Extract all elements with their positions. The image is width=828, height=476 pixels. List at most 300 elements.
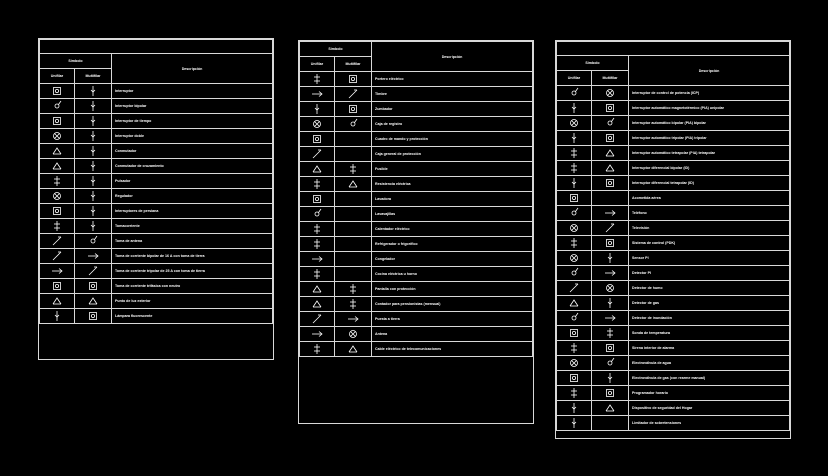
table-body [300,72,533,357]
overhead-icon [557,192,591,204]
multifilar-symbol-cell [592,206,629,221]
phone-icon [557,207,591,219]
unifilar-symbol-cell [300,327,335,342]
unifilar-symbol-cell [557,176,592,191]
multifilar-symbol-cell [75,99,112,114]
unifilar-symbol-cell [40,279,75,294]
gas-valve-multi-icon [592,372,628,384]
pia-tetra-icon [557,147,591,159]
table-row [557,131,790,146]
unifilar-symbol-cell [557,131,592,146]
shield-icon [300,283,334,295]
heater-icon [300,223,334,235]
smoke-icon [557,282,591,294]
multifilar-symbol-cell [335,342,372,357]
sensor-icon [557,252,591,264]
legend-table-1-grid [39,39,273,324]
blank-icon [335,134,371,144]
table-row [557,341,790,356]
table-row [557,251,790,266]
detector-icon [557,267,591,279]
description-cell: Detector PI [629,266,790,281]
switch-multi-icon [75,160,111,172]
junction-box-icon [300,118,334,130]
multifilar-header: Multifilar [75,69,112,84]
legend-table-2 [298,40,534,424]
multifilar-symbol-cell [592,191,629,206]
legend-table-3 [555,40,791,439]
multifilar-symbol-cell [335,252,372,267]
multifilar-symbol-cell [335,312,372,327]
multifilar-symbol-cell [335,177,372,192]
gas-line-icon [592,297,628,309]
multifilar-symbol-cell [75,279,112,294]
table-row [557,221,790,236]
multifilar-symbol-cell [335,267,372,282]
blind-switch-icon [40,205,74,217]
table-row [300,312,533,327]
table-body [557,86,790,431]
table-row [557,236,790,251]
table-title [557,42,790,56]
description-cell: Toma de corriente trifásica con neutro [112,279,273,294]
table-row [557,191,790,206]
unifilar-symbol-cell [40,174,75,189]
unifilar-symbol-cell [40,99,75,114]
ground-multi-icon [335,313,371,325]
table-row [40,99,273,114]
description-cell: Caja de registro [372,117,533,132]
blank-icon [335,239,371,249]
id-tetra-multi-icon [592,177,628,189]
limiter-icon [557,417,591,429]
description-cell: Interruptor automático bipolar (PIA) bipolar [629,116,790,131]
description-cell: Antena [372,327,533,342]
description-cell: Refrigerador o frigorífico [372,237,533,252]
multifilar-symbol-cell [592,326,629,341]
blank-icon [335,224,371,234]
outlet-three-phase-icon [40,280,74,292]
description-cell: Detector de gas [629,296,790,311]
multifilar-symbol-cell [75,219,112,234]
table-row [557,101,790,116]
description-cell: Interruptor [112,84,273,99]
table-row [40,129,273,144]
freezer-icon [300,253,334,265]
unifilar-symbol-cell [40,84,75,99]
unifilar-symbol-cell [557,161,592,176]
switch-bipolar-icon [40,100,74,112]
unifilar-symbol-cell [300,267,335,282]
pia-tripolar-multi-icon [592,132,628,144]
description-cell: Toma de corriente bipolar de 16 A con toma de tierra [112,249,273,264]
outlet-line-icon [75,280,111,292]
table-row [40,294,273,309]
intercom-icon [300,73,334,85]
multifilar-symbol-cell [335,72,372,87]
flood-line-icon [592,312,628,324]
sensor-box-icon [592,252,628,264]
symbol-header: Símbolo [557,56,629,71]
siren-line-icon [592,342,628,354]
id-bipolar-icon [557,162,591,174]
water-valve-multi-icon [592,357,628,369]
table-row [300,132,533,147]
description-cell: Lavadora [372,192,533,207]
multifilar-symbol-cell [592,221,629,236]
pia-bipolar-multi-icon [592,117,628,129]
multifilar-symbol-cell [335,147,372,162]
table-row [300,72,533,87]
multifilar-symbol-cell [75,114,112,129]
description-cell: Televisión [629,221,790,236]
symbol-header: Símbolo [40,54,112,69]
table-row [557,266,790,281]
table-row [557,356,790,371]
detector-line-icon [592,267,628,279]
table-row [557,401,790,416]
unifilar-symbol-cell [557,86,592,101]
unifilar-symbol-cell [300,87,335,102]
unifilar-symbol-cell [300,222,335,237]
switch-multi-icon [75,115,111,127]
unifilar-symbol-cell [300,162,335,177]
description-cell: Interruptor automático magnetotérmico (PIA) unipolar [629,101,790,116]
multifilar-symbol-cell [592,146,629,161]
resistor-multi-icon [335,178,371,190]
unifilar-symbol-cell [557,341,592,356]
unifilar-header: Unifilar [300,57,335,72]
unifilar-symbol-cell [300,102,335,117]
description-cell: Programador horario [629,386,790,401]
unifilar-symbol-cell [557,281,592,296]
unifilar-symbol-cell [557,116,592,131]
legend-table-3-grid [556,41,790,431]
table-row [557,206,790,221]
washer-icon [300,193,334,205]
unifilar-symbol-cell [300,312,335,327]
pia-icon [557,102,591,114]
pia-bipolar-icon [557,117,591,129]
buzzer-icon [300,103,334,115]
multifilar-symbol-cell [592,161,629,176]
table-row [40,234,273,249]
description-cell: Congelador [372,252,533,267]
table-row [557,116,790,131]
multifilar-symbol-cell [75,174,112,189]
table-row [40,204,273,219]
id-bipolar-multi-icon [592,162,628,174]
switch-multi-icon [75,100,111,112]
table-row [300,237,533,252]
unifilar-symbol-cell [300,237,335,252]
table-row [557,371,790,386]
fuse-multi-icon [335,163,371,175]
unifilar-symbol-cell [557,416,592,431]
panel-icon [300,133,334,145]
description-cell: Interruptores de persiana [112,204,273,219]
switch-multi-icon [75,145,111,157]
multifilar-symbol-cell [335,87,372,102]
dimmer-icon [40,190,74,202]
description-cell: Conmutador [112,144,273,159]
multifilar-symbol-cell [335,117,372,132]
table-title [40,40,273,54]
description-cell: Puesta a tierra [372,312,533,327]
multifilar-symbol-cell [592,101,629,116]
multifilar-symbol-cell [592,371,629,386]
fluorescent-icon [40,310,74,322]
multifilar-header: Multifilar [592,71,629,86]
timer-icon [557,387,591,399]
cable-icon [300,343,334,355]
unifilar-symbol-cell [40,264,75,279]
bell-icon [300,88,334,100]
multifilar-symbol-cell [592,296,629,311]
description-cell: Detector de humo [629,281,790,296]
description-cell: Interruptor automático tetrapolar (PIA) tetrapolar [629,146,790,161]
table-row [300,162,533,177]
unifilar-symbol-cell [40,294,75,309]
outlet-tri-multi-icon [75,265,111,277]
description-cell: Punto de luz exterior [112,294,273,309]
unifilar-symbol-cell [40,249,75,264]
unifilar-symbol-cell [40,159,75,174]
table-row [557,146,790,161]
dimmer-box-icon [75,190,111,202]
unifilar-header: Unifilar [40,69,75,84]
switch-multi-icon [75,130,111,142]
multifilar-symbol-cell [592,86,629,101]
description-cell: Toma de antena [112,234,273,249]
table-row [300,177,533,192]
multifilar-symbol-cell [75,294,112,309]
unifilar-symbol-cell [557,311,592,326]
description-cell: Sirena interior de alarma [629,341,790,356]
multifilar-symbol-cell [592,251,629,266]
description-header: Descripción [372,42,533,72]
table-row [557,176,790,191]
tv-line-icon [592,222,628,234]
multifilar-symbol-cell [592,386,629,401]
description-cell: Cocina eléctrica u horno [372,267,533,282]
description-cell: Caja general de protección [372,147,533,162]
switch-double-icon [40,130,74,142]
table-row [300,252,533,267]
description-cell: Timbre [372,87,533,102]
description-cell: Interruptor diferencial bipolar (ID) [629,161,790,176]
multifilar-symbol-cell [592,281,629,296]
multifilar-symbol-cell [75,159,112,174]
blank-icon [335,194,371,204]
multifilar-symbol-cell [335,222,372,237]
buzzer-multi-icon [335,103,371,115]
description-cell: Sistema de control (PDK) [629,236,790,251]
unifilar-symbol-cell [300,147,335,162]
multifilar-symbol-cell [335,207,372,222]
cross-switch-icon [40,160,74,172]
unifilar-symbol-cell [557,236,592,251]
blank-icon [335,269,371,279]
push-button-icon [40,175,74,187]
gas-valve-icon [557,372,591,384]
description-cell: Pantalla con protección [372,282,533,297]
multifilar-symbol-cell [335,102,372,117]
description-cell: Regulador [112,189,273,204]
unifilar-symbol-cell [557,221,592,236]
control-icon [557,237,591,249]
description-cell: Electroválvula de gas (con rearme manual) [629,371,790,386]
unifilar-symbol-cell [40,114,75,129]
legend-table-2-grid [299,41,533,357]
table-row [300,297,533,312]
description-cell: Sensor PI [629,251,790,266]
meter-multi-icon [335,298,371,310]
blank-icon [335,209,371,219]
unifilar-symbol-cell [557,386,592,401]
description-cell: Interruptor automático tripolar (PIA) tripolar [629,131,790,146]
switch-multi-icon [75,85,111,97]
pia-tetra-multi-icon [592,147,628,159]
description-cell: Conmutador de cruzamiento [112,159,273,174]
multifilar-symbol-cell [75,204,112,219]
multifilar-symbol-cell [592,266,629,281]
description-cell: Zumbador [372,102,533,117]
description-cell: Calentador eléctrico [372,222,533,237]
table-row [557,386,790,401]
siren-icon [557,342,591,354]
multifilar-symbol-cell [75,249,112,264]
multifilar-symbol-cell [75,309,112,324]
symbol-header: Símbolo [300,42,372,57]
description-cell: Pulsador [112,174,273,189]
table-row [300,147,533,162]
unifilar-symbol-cell [40,189,75,204]
table-row [557,296,790,311]
temp-icon [557,327,591,339]
description-cell: Electroválvula de agua [629,356,790,371]
description-cell: Detector de inundación [629,311,790,326]
description-cell: Portero eléctrico [372,72,533,87]
table-row [40,174,273,189]
unifilar-symbol-cell [40,129,75,144]
unifilar-symbol-cell [557,371,592,386]
blank-icon [335,254,371,264]
table-row [40,114,273,129]
security-line-icon [592,402,628,414]
multifilar-symbol-cell [335,162,372,177]
blank-icon [592,193,628,203]
table-row [40,159,273,174]
multifilar-symbol-cell [335,282,372,297]
multifilar-symbol-cell [335,132,372,147]
table-body [40,84,273,324]
description-cell: Interruptor diferencial tetrapolar (ID) [629,176,790,191]
description-cell: Lámpara fluorescente [112,309,273,324]
legend-table-1 [38,38,274,360]
unifilar-symbol-cell [300,177,335,192]
unifilar-symbol-cell [40,234,75,249]
multifilar-symbol-cell [75,189,112,204]
unifilar-symbol-cell [557,296,592,311]
table-row [40,219,273,234]
unifilar-symbol-cell [300,72,335,87]
table-row [300,117,533,132]
multifilar-header: Multifilar [335,57,372,72]
unifilar-symbol-cell [300,117,335,132]
multifilar-symbol-cell [592,116,629,131]
unifilar-symbol-cell [557,146,592,161]
description-cell: Contador para pensionistas (mensual) [372,297,533,312]
stove-icon [300,268,334,280]
description-cell: Interruptor de tiempo [112,114,273,129]
switch-icon [40,85,74,97]
fridge-icon [300,238,334,250]
table-row [40,189,273,204]
protection-box-icon [300,148,334,160]
unifilar-symbol-cell [300,207,335,222]
unifilar-symbol-cell [557,356,592,371]
description-cell: Toma de corriente tripolar de 25 A con toma de tierra [112,264,273,279]
unifilar-symbol-cell [40,144,75,159]
smoke-line-icon [592,282,628,294]
unifilar-symbol-cell [40,219,75,234]
unifilar-symbol-cell [300,192,335,207]
table-row [40,144,273,159]
table-row [300,87,533,102]
multifilar-symbol-cell [75,264,112,279]
timer-line-icon [592,387,628,399]
antenna-outlet-icon [40,235,74,247]
description-cell: Interruptor bipolar [112,99,273,114]
bell-multi-icon [335,88,371,100]
switch-timer-icon [40,115,74,127]
pia-tripolar-icon [557,132,591,144]
table-row [40,309,273,324]
unifilar-symbol-cell [557,266,592,281]
switch-multi-icon [75,205,111,217]
table-row [40,84,273,99]
tv-icon [557,222,591,234]
unifilar-symbol-cell [557,401,592,416]
table-row [300,207,533,222]
table-row [300,222,533,237]
intercom-panel-icon [335,73,371,85]
light-point-icon [40,295,74,307]
antenna-icon [300,328,334,340]
fuse-icon [300,163,334,175]
multifilar-symbol-cell [75,84,112,99]
unifilar-symbol-cell [40,204,75,219]
unifilar-symbol-cell [300,252,335,267]
meter-icon [300,298,334,310]
description-cell: Interruptor doble [112,129,273,144]
antenna-line-icon [75,235,111,247]
table-row [557,161,790,176]
resistor-icon [300,178,334,190]
temp-line-icon [592,327,628,339]
multifilar-symbol-cell [592,416,629,431]
multifilar-symbol-cell [335,192,372,207]
table-row [557,326,790,341]
gas-icon [557,297,591,309]
description-cell: Limitador de sobretensiones [629,416,790,431]
antenna-circle-icon [335,328,371,340]
description-header: Descripción [112,54,273,84]
multifilar-symbol-cell [75,129,112,144]
switch-multi-icon [75,175,111,187]
multifilar-symbol-cell [592,236,629,251]
